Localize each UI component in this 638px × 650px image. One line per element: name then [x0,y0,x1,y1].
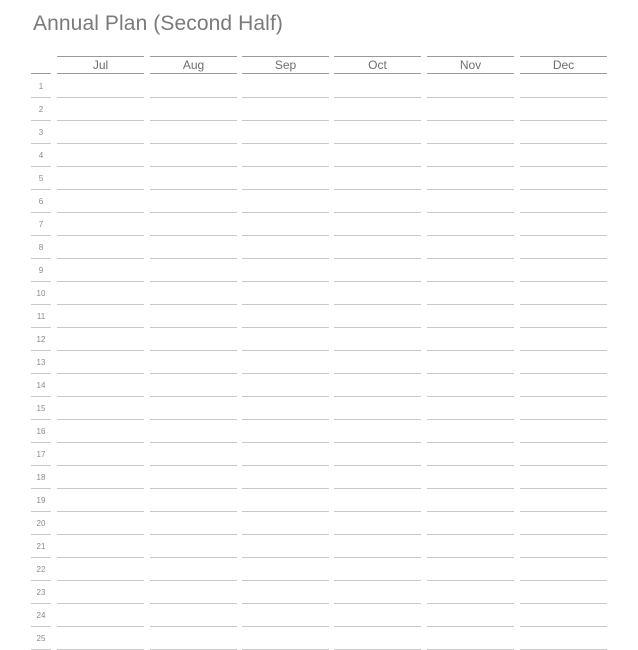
plan-cell[interactable] [57,489,144,512]
plan-cell[interactable] [57,144,144,167]
plan-cell[interactable] [427,75,514,98]
plan-cell[interactable] [57,121,144,144]
day-number: 8 [31,236,51,259]
plan-cell[interactable] [242,236,329,259]
plan-cell[interactable] [334,259,421,282]
day-column-header [31,73,51,74]
plan-cell[interactable] [334,604,421,627]
plan-cell[interactable] [334,558,421,581]
plan-cell[interactable] [150,627,237,650]
plan-cell[interactable] [150,236,237,259]
plan-cell[interactable] [150,443,237,466]
plan-cell[interactable] [57,190,144,213]
plan-cell[interactable] [520,167,607,190]
plan-cell[interactable] [150,420,237,443]
day-number: 23 [31,581,51,604]
day-number: 16 [31,420,51,443]
plan-cell[interactable] [334,213,421,236]
day-number: 2 [31,98,51,121]
plan-cell[interactable] [242,259,329,282]
plan-cell[interactable] [520,305,607,328]
plan-cell[interactable] [334,420,421,443]
plan-cell[interactable] [334,512,421,535]
day-number: 14 [31,374,51,397]
plan-cell[interactable] [57,75,144,98]
plan-cell[interactable] [520,443,607,466]
plan-cell[interactable] [242,535,329,558]
day-number: 9 [31,259,51,282]
plan-cell[interactable] [242,213,329,236]
plan-cell[interactable] [520,121,607,144]
plan-cell[interactable] [520,581,607,604]
month-header-jul: Jul [57,56,144,74]
plan-cell[interactable] [57,328,144,351]
plan-cell[interactable] [334,75,421,98]
plan-cell[interactable] [520,98,607,121]
plan-cell[interactable] [150,466,237,489]
plan-cell[interactable] [427,558,514,581]
plan-cell[interactable] [150,144,237,167]
plan-cell[interactable] [57,282,144,305]
plan-cell[interactable] [427,121,514,144]
plan-cell[interactable] [57,351,144,374]
plan-cell[interactable] [334,351,421,374]
plan-cell[interactable] [242,627,329,650]
plan-cell[interactable] [57,627,144,650]
plan-cell[interactable] [520,466,607,489]
plan-cell[interactable] [427,512,514,535]
plan-cell[interactable] [427,259,514,282]
plan-cell[interactable] [520,397,607,420]
plan-cell[interactable] [150,121,237,144]
plan-cell[interactable] [334,305,421,328]
plan-cell[interactable] [57,213,144,236]
plan-cell[interactable] [57,581,144,604]
day-number: 19 [31,489,51,512]
plan-cell[interactable] [427,305,514,328]
plan-cell[interactable] [520,282,607,305]
plan-cell[interactable] [242,282,329,305]
plan-cell[interactable] [334,328,421,351]
plan-cell[interactable] [57,167,144,190]
plan-cell[interactable] [520,213,607,236]
plan-cell[interactable] [427,443,514,466]
day-number: 4 [31,144,51,167]
day-number: 11 [31,305,51,328]
plan-cell[interactable] [520,144,607,167]
plan-cell[interactable] [57,443,144,466]
plan-cell[interactable] [150,328,237,351]
day-number: 12 [31,328,51,351]
plan-cell[interactable] [334,282,421,305]
plan-cell[interactable] [427,236,514,259]
plan-cell[interactable] [242,305,329,328]
plan-cell[interactable] [334,466,421,489]
plan-cell[interactable] [242,558,329,581]
page-title: Annual Plan (Second Half) [33,12,283,35]
plan-cell[interactable] [57,236,144,259]
plan-cell[interactable] [520,190,607,213]
month-header-oct: Oct [334,56,421,74]
plan-cell[interactable] [242,98,329,121]
plan-cell[interactable] [427,627,514,650]
plan-cell[interactable] [150,351,237,374]
plan-cell[interactable] [520,374,607,397]
plan-cell[interactable] [57,558,144,581]
plan-cell[interactable] [242,351,329,374]
day-number: 18 [31,466,51,489]
plan-cell[interactable] [427,374,514,397]
plan-cell[interactable] [150,397,237,420]
day-number: 25 [31,627,51,650]
plan-cell[interactable] [334,121,421,144]
plan-cell[interactable] [57,98,144,121]
day-number: 6 [31,190,51,213]
plan-cell[interactable] [427,213,514,236]
plan-cell[interactable] [334,489,421,512]
plan-cell[interactable] [520,535,607,558]
day-number: 10 [31,282,51,305]
plan-cell[interactable] [242,604,329,627]
plan-cell[interactable] [150,558,237,581]
day-number: 7 [31,213,51,236]
plan-cell[interactable] [427,144,514,167]
plan-cell[interactable] [150,374,237,397]
plan-cell[interactable] [57,305,144,328]
plan-cell[interactable] [520,420,607,443]
day-number: 5 [31,167,51,190]
plan-cell[interactable] [57,604,144,627]
plan-cell[interactable] [57,535,144,558]
plan-cell[interactable] [150,489,237,512]
plan-cell[interactable] [427,328,514,351]
plan-cell[interactable] [57,512,144,535]
day-number: 21 [31,535,51,558]
plan-cell[interactable] [334,190,421,213]
plan-cell[interactable] [150,259,237,282]
plan-cell[interactable] [427,489,514,512]
plan-cell[interactable] [334,98,421,121]
day-number: 3 [31,121,51,144]
plan-cell[interactable] [520,604,607,627]
plan-cell[interactable] [334,397,421,420]
plan-cell[interactable] [427,282,514,305]
day-number: 1 [31,75,51,98]
plan-cell[interactable] [242,167,329,190]
plan-cell[interactable] [427,466,514,489]
plan-cell[interactable] [427,604,514,627]
plan-cell[interactable] [57,259,144,282]
plan-cell[interactable] [242,489,329,512]
day-number: 15 [31,397,51,420]
plan-cell[interactable] [334,627,421,650]
day-number: 17 [31,443,51,466]
plan-cell[interactable] [150,75,237,98]
plan-cell[interactable] [427,397,514,420]
plan-cell[interactable] [520,236,607,259]
plan-cell[interactable] [242,466,329,489]
plan-cell[interactable] [150,535,237,558]
plan-cell[interactable] [427,581,514,604]
plan-cell[interactable] [57,466,144,489]
month-header-aug: Aug [150,56,237,74]
plan-cell[interactable] [150,282,237,305]
plan-cell[interactable] [150,98,237,121]
plan-cell[interactable] [150,512,237,535]
plan-cell[interactable] [427,351,514,374]
plan-cell[interactable] [242,443,329,466]
plan-cell[interactable] [520,489,607,512]
plan-cell[interactable] [334,535,421,558]
plan-cell[interactable] [334,581,421,604]
day-number: 20 [31,512,51,535]
plan-cell[interactable] [520,75,607,98]
plan-cell[interactable] [242,512,329,535]
plan-cell[interactable] [334,167,421,190]
plan-cell[interactable] [242,328,329,351]
day-number: 24 [31,604,51,627]
plan-cell[interactable] [242,397,329,420]
plan-cell[interactable] [242,144,329,167]
day-number: 22 [31,558,51,581]
plan-cell[interactable] [520,512,607,535]
plan-cell[interactable] [57,374,144,397]
plan-cell[interactable] [520,558,607,581]
plan-cell[interactable] [150,213,237,236]
plan-cell[interactable] [242,121,329,144]
plan-cell[interactable] [150,167,237,190]
plan-cell[interactable] [334,443,421,466]
plan-cell[interactable] [520,328,607,351]
plan-cell[interactable] [427,535,514,558]
plan-cell[interactable] [242,190,329,213]
plan-cell[interactable] [334,236,421,259]
plan-cell[interactable] [427,420,514,443]
plan-cell[interactable] [57,397,144,420]
month-header-nov: Nov [427,56,514,74]
plan-cell[interactable] [242,374,329,397]
month-header-dec: Dec [520,56,607,74]
plan-cell[interactable] [242,75,329,98]
plan-cell[interactable] [150,190,237,213]
plan-cell[interactable] [150,604,237,627]
plan-cell[interactable] [334,374,421,397]
plan-cell[interactable] [427,167,514,190]
plan-cell[interactable] [520,627,607,650]
plan-cell[interactable] [427,98,514,121]
plan-cell[interactable] [150,581,237,604]
plan-cell[interactable] [150,305,237,328]
plan-cell[interactable] [520,259,607,282]
day-number: 13 [31,351,51,374]
plan-cell[interactable] [427,190,514,213]
plan-cell[interactable] [520,351,607,374]
month-header-sep: Sep [242,56,329,74]
plan-cell[interactable] [242,420,329,443]
plan-cell[interactable] [242,581,329,604]
plan-cell[interactable] [334,144,421,167]
plan-cell[interactable] [57,420,144,443]
